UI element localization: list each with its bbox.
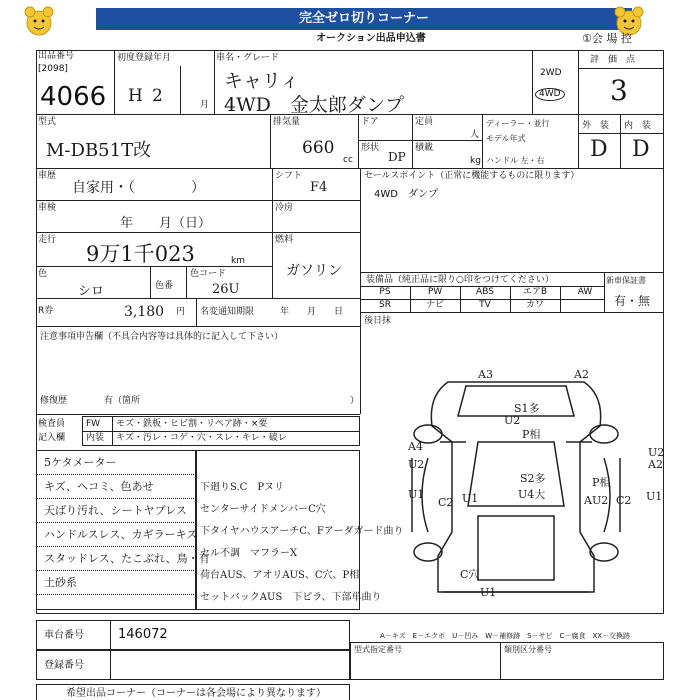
load-label: 積載 bbox=[415, 143, 434, 153]
damage-mark: U1 bbox=[408, 488, 425, 501]
notice-value: 年 月 日 bbox=[280, 307, 344, 317]
inspection-note-right: 下タイヤハウスアーチC、Fアーダガード曲り bbox=[200, 526, 404, 537]
model-year-label: モデル年式 bbox=[486, 134, 526, 143]
displacement-value: 660 bbox=[302, 138, 335, 158]
km-unit: km bbox=[231, 256, 245, 266]
inspection-note-right: セットバックAUS 下ピラ、下部単曲り bbox=[200, 592, 382, 603]
damage-mark: P相 bbox=[592, 476, 611, 489]
damage-mark: U4大 bbox=[518, 488, 546, 501]
repair-history-label: 修復歴 bbox=[40, 396, 68, 406]
inspection-note-left: ハンドルスレス、カギラーキズ bbox=[44, 528, 198, 541]
inspection-note-right: 荷台AUS、アオリAUS、C穴、P相 bbox=[200, 570, 360, 581]
registration-era: H bbox=[128, 86, 143, 106]
displacement-label: 排気量 bbox=[273, 117, 301, 127]
inspection-note-right: 下廻りS.C Pヌリ bbox=[200, 482, 285, 493]
lot-sub: [2098] bbox=[38, 64, 68, 74]
damage-mark: U2 bbox=[408, 458, 425, 471]
repair-history-close: ） bbox=[350, 396, 360, 406]
damage-mark: P相 bbox=[522, 428, 541, 441]
score-value: 3 bbox=[610, 74, 628, 107]
chassis-label: 車台番号 bbox=[44, 630, 84, 641]
score-label: 評 価 点 bbox=[590, 55, 636, 65]
exterior-score: D bbox=[590, 137, 608, 162]
remarks-label: 後日抹 bbox=[364, 316, 392, 326]
interior-score: D bbox=[632, 137, 650, 162]
equipment-item: TV bbox=[479, 300, 491, 310]
shape-label: 形状 bbox=[361, 143, 380, 153]
kg-unit: kg bbox=[470, 156, 481, 166]
color-no-label: 色番 bbox=[155, 281, 174, 291]
sales-point-label: セールスポイント（正常に機能するものに限ります） bbox=[364, 171, 580, 181]
interior-label: 内 装 bbox=[624, 121, 652, 131]
damage-mark: A2 bbox=[648, 458, 663, 471]
equipment-item: ナビ bbox=[425, 300, 444, 310]
color-value: シロ bbox=[78, 284, 105, 299]
bottom-corner-label: 希望出品コーナー（コーナーは各会場により異なります） bbox=[66, 688, 326, 699]
inspection-value: 年 月（日） bbox=[120, 216, 212, 231]
shift-value: F4 bbox=[310, 180, 328, 195]
bottom-corner-box bbox=[36, 684, 350, 700]
car-name: キャリィ bbox=[224, 70, 300, 92]
damage-mark: A4 bbox=[408, 440, 423, 453]
inspection-note-left: 天ばり汚れ、シートヤブレス bbox=[44, 504, 187, 517]
damage-mark: U2 bbox=[504, 414, 521, 427]
drive-4wd: 4WD bbox=[535, 88, 565, 101]
new-car-warranty-label: 新車保証書 bbox=[606, 276, 646, 285]
damage-mark: U1 bbox=[480, 586, 497, 599]
damage-mark: AU2 bbox=[584, 494, 609, 507]
recycle-label: R券 bbox=[38, 306, 54, 316]
inspection-note-left: キズ、ヘコミ、色あせ bbox=[44, 480, 154, 493]
spec-number-label: 型式指定番号 bbox=[354, 645, 402, 654]
color-code-value: 26U bbox=[212, 282, 240, 297]
cc-unit: cc bbox=[343, 155, 353, 165]
equipment-item: ABS bbox=[476, 287, 494, 297]
mileage-label: 走行 bbox=[38, 235, 57, 245]
damage-mark: S2多 bbox=[520, 472, 546, 485]
car-name-label: 車名・グレード bbox=[216, 53, 280, 63]
venue-copy-label: ①会 場 控 bbox=[582, 32, 632, 45]
equipment-item: SR bbox=[379, 300, 391, 310]
use-value: 自家用・（ ） bbox=[72, 180, 205, 196]
warranty-value: 有・無 bbox=[614, 294, 651, 308]
dealer-label: ディーラー・並行 bbox=[486, 119, 550, 128]
inspector-fw: FW bbox=[86, 419, 101, 429]
month-unit: 月 bbox=[200, 100, 210, 110]
drive-2wd: 2WD bbox=[540, 68, 562, 78]
inspector-label: 検査員 bbox=[38, 419, 66, 429]
form-subtitle: オークション出品申込書 bbox=[316, 33, 426, 44]
door-label: ドア bbox=[361, 117, 379, 127]
equipment-item: エアB bbox=[522, 287, 548, 297]
category-number-label: 類別区分番号 bbox=[504, 645, 552, 654]
inspector-interior: 内装 bbox=[86, 433, 105, 443]
chassis-value: 146072 bbox=[118, 627, 168, 642]
first-registration-label: 初度登録年月 bbox=[117, 53, 172, 63]
damage-mark: C2 bbox=[438, 496, 454, 509]
damage-mark: U1 bbox=[462, 492, 479, 505]
damage-legend: A－キズ E－エクボ U－凹み W－補修跡 S－サビ C－腐食 XX－交換跡 bbox=[380, 632, 631, 640]
inspector-fw-options: モズ・鉄板・ヒビ割・リペア跡・×要 bbox=[116, 419, 268, 429]
inspection-note-left: 5ケタメーター bbox=[44, 456, 117, 469]
notice-label: 名変通知期限 bbox=[200, 307, 255, 317]
fuel-value: ガソリン bbox=[286, 263, 342, 279]
vehicle-damage-diagram bbox=[368, 356, 664, 614]
ac-label: 冷房 bbox=[275, 203, 294, 213]
inspection-note-right: セル不調 マフラーX bbox=[200, 548, 298, 559]
inspection-label: 車検 bbox=[38, 203, 57, 213]
capacity-label: 定員 bbox=[415, 117, 434, 127]
equipment-item: PS bbox=[379, 287, 391, 297]
model-value: M-DB51T改 bbox=[46, 140, 152, 161]
handle-label: ハンドル 左・右 bbox=[486, 156, 545, 165]
inspector-interior-options: キズ・汚レ・コゲ・穴・スレ・キレ・破レ bbox=[116, 433, 287, 443]
use-label: 車歴 bbox=[38, 171, 57, 181]
header-title: 完全ゼロ切りコーナー bbox=[298, 11, 429, 26]
fuel-label: 燃料 bbox=[275, 235, 294, 245]
sales-point-value: 4WD ダンプ bbox=[374, 189, 439, 200]
equipment-label: 装備品（純正品に限り○印をつけてください） bbox=[366, 275, 554, 285]
notes-label: 注意事項申告欄（不具合内容等は具体的に記入して下さい） bbox=[40, 332, 284, 342]
exterior-label: 外 装 bbox=[582, 121, 610, 131]
equipment-item: AW bbox=[577, 287, 593, 297]
car-grade: 4WD 金太郎ダンプ bbox=[224, 94, 405, 116]
damage-mark: S1多 bbox=[514, 402, 540, 415]
inspection-note-left: スタッドレス、たこぶれ、鳥・有 bbox=[44, 552, 210, 565]
shift-label: シフト bbox=[275, 171, 303, 181]
equipment-item: カワ bbox=[525, 300, 544, 310]
damage-mark: A2 bbox=[574, 368, 589, 381]
entry-label: 記入欄 bbox=[38, 433, 66, 443]
color-code-label: 色コード bbox=[190, 269, 227, 279]
recycle-unit: 円 bbox=[176, 307, 186, 317]
shape-value: DP bbox=[388, 150, 406, 164]
header-title-bar bbox=[96, 8, 632, 30]
lot-number: 4066 bbox=[40, 82, 107, 112]
inspection-note-right: センターサイドメンバーC穴 bbox=[200, 504, 326, 515]
damage-mark: U2 bbox=[648, 446, 665, 459]
equipment-item: PW bbox=[427, 287, 443, 297]
registration-year: 2 bbox=[152, 86, 163, 106]
damage-mark: A3 bbox=[478, 368, 493, 381]
color-label: 色 bbox=[38, 269, 48, 279]
model-label: 型式 bbox=[38, 117, 57, 127]
inspection-note-left: 土砂系 bbox=[44, 576, 77, 589]
repair-history-value: 有（箇所 bbox=[104, 396, 141, 406]
damage-mark: C穴 bbox=[460, 568, 480, 581]
mascot-icon-left bbox=[22, 4, 56, 38]
person-unit: 人 bbox=[470, 130, 480, 140]
lot-number-label: 出品番号 bbox=[38, 51, 75, 61]
damage-mark: U1 bbox=[646, 490, 663, 503]
recycle-value: 3,180 bbox=[124, 304, 165, 320]
reg-no-label: 登録番号 bbox=[44, 660, 84, 671]
mileage-value: 9万1千023 bbox=[86, 242, 195, 266]
damage-mark: C2 bbox=[616, 494, 632, 507]
